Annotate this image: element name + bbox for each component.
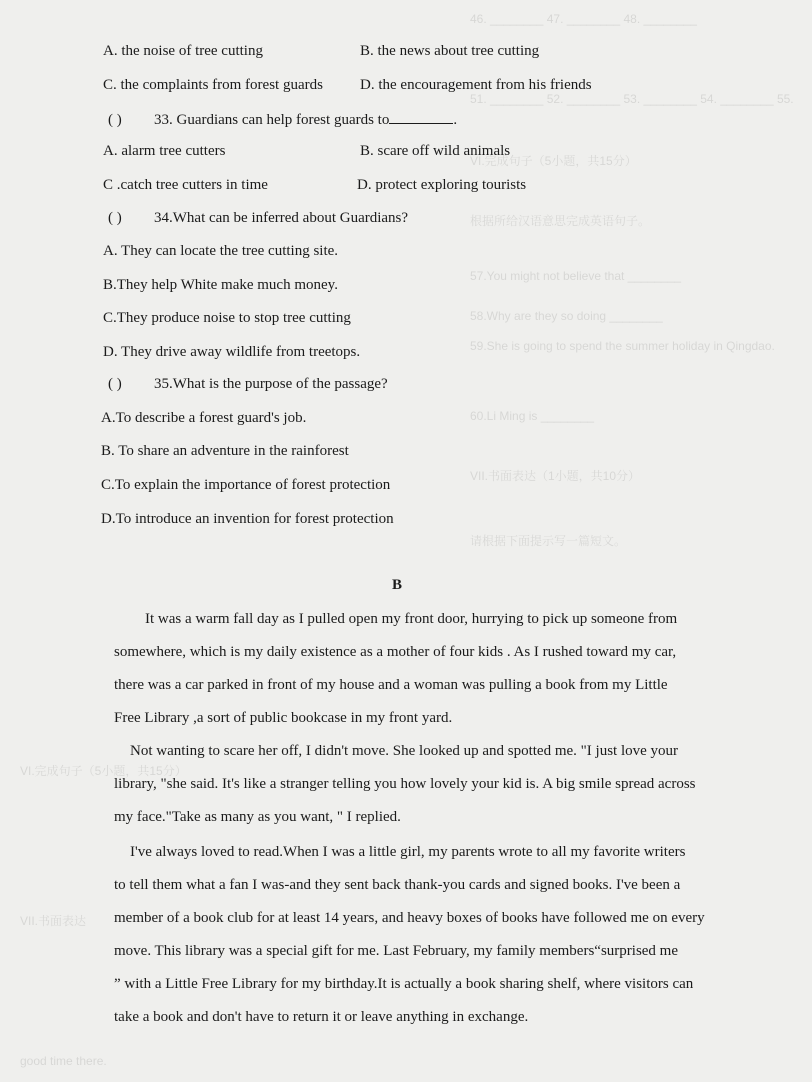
q32-option-d: D. the encouragement from his friends: [360, 77, 592, 93]
q34-option-d: D. They drive away wildlife from treetops.: [103, 344, 361, 360]
passage-line: my face."Take as many as you want, " I replied.: [114, 809, 401, 825]
passage-line: move. This library was a special gift for me. Last February, my family members“surprised me: [114, 943, 679, 959]
passage-line: Not wanting to scare her off, I didn't move. She looked up and spotted me. "I just love your: [130, 743, 679, 759]
q32-option-a: A. the noise of tree cutting: [103, 43, 263, 59]
q32-option-b: B. the news about tree cutting: [360, 43, 540, 59]
q32-option-c: C. the complaints from forest guards: [103, 77, 323, 93]
section-b-heading: B: [392, 577, 403, 593]
passage-line: take a book and don't have to return it or leave anything in exchange.: [114, 1009, 529, 1025]
q34-stem: [108, 209, 408, 227]
q35-option-b: B. To share an adventure in the rainforest: [101, 443, 349, 459]
passage-line: I've always loved to read.When I was a little girl, my parents wrote to all my favorite writers: [130, 844, 686, 860]
q33-option-d: D. protect exploring tourists: [357, 177, 527, 193]
q33-option-b: B. scare off wild animals: [360, 143, 511, 159]
passage-line: ” with a Little Free Library for my birthday.It is actually a book sharing shelf, where visitors can: [114, 976, 694, 992]
passage-line: library, "she said. It's like a stranger telling you how lovely your kid is. A big smile spread across: [114, 776, 696, 792]
q33-option-a: A. alarm tree cutters: [103, 143, 226, 159]
passage-line: there was a car parked in front of my house and a woman was pulling a book from my Little: [114, 677, 668, 693]
q34-option-c: C.They produce noise to stop tree cutting: [103, 310, 351, 326]
q33-stem-text: 33. Guardians can help forest guards to: [154, 112, 390, 128]
q35-option-c: C.To explain the importance of forest protection: [101, 477, 391, 493]
passage-line: to tell them what a fan I was-and they sent back thank-you cards and signed books. I've been a: [114, 877, 681, 893]
passage-line: member of a book club for at least 14 years, and heavy boxes of books have followed me on every: [114, 910, 705, 926]
q34-option-b: B.They help White make much money.: [103, 277, 338, 293]
q35-option-d: D.To introduce an invention for forest protection: [101, 511, 394, 527]
q34-stem-text: 34.What can be inferred about Guardians?: [154, 210, 409, 226]
passage-line: Free Library ,a sort of public bookcase in my front yard.: [114, 710, 453, 726]
answer-bracket: ( ): [108, 112, 122, 128]
answer-bracket: ( ): [108, 210, 122, 226]
q35-stem-text: 35.What is the purpose of the passage?: [154, 376, 388, 392]
fill-blank: [389, 109, 453, 124]
q35-stem: [108, 375, 388, 393]
q33-stem: ( ) 33. Guardians can help forest guards to .: [108, 109, 457, 129]
bleed-through-background: 46. ________ 47. ________ 48. ________ 51. ________ 52. ________ 53. ________ 54. ________ 55. VI.完成句子（5小题，共15分） 根据所给汉语意思完成英语句子。 57.You might not believe that ________ 58.Why are they so doing ________ 59.She is going to spend the summer holiday in Qingdao. 60.Li Ming is ________ VII.书面表达（1小题，共10分） 请根据下面提示写一篇短文。 VI.完成句子（5小题，共15分） VII.书面表达 good time there.: [20, 12, 794, 1068]
answer-bracket: ( ): [108, 376, 122, 392]
passage-line: It was a warm fall day as I pulled open my front door, hurrying to pick up someone from: [145, 611, 678, 627]
passage-line: somewhere, which is my daily existence as a mother of four kids . As I rushed toward my car,: [114, 644, 677, 660]
q33-option-c: C .catch tree cutters in time: [103, 177, 268, 193]
q35-option-a: A.To describe a forest guard's job.: [101, 410, 307, 426]
q34-option-a: A. They can locate the tree cutting site.: [103, 243, 339, 259]
